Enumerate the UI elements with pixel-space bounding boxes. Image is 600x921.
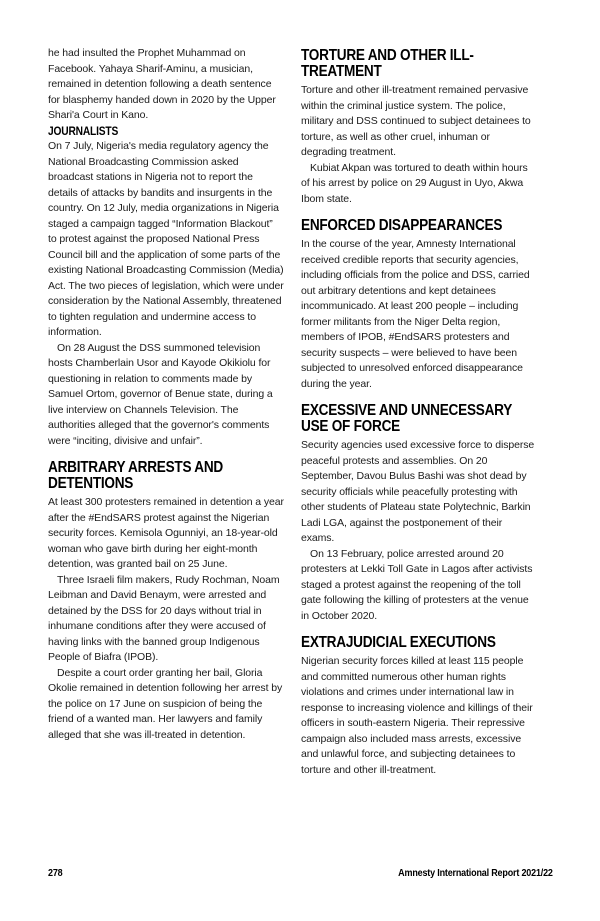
paragraph-torture-overview: Torture and other ill-treatment remained pervasive within the criminal justice system. The police, military and DSS continued to subject detainees to torture, as well as other cruel, inhuman or degrading treatment. [301,84,531,158]
paragraph-executions: Nigerian security forces killed at least 115 people and committed numerous other human rights violations and crimes under international law in response to increasing violence and killings of their officers in south-eastern Nigeria. Their repressive campaign also included mass arrests, excessive and unlawful force, and subjecting detainees to torture and other ill-treatment. [301,655,533,776]
paragraph-gloria-okolie: Despite a court order granting her bail, Gloria Okolie remained in detention following her arrest by the police on 17 June on suspicion of being the friend of a wanted man. Her lawyers and family alleged that she was ill-treated in detention. [48,666,283,741]
paragraph-endsars-detention: At least 300 protesters remained in detention a year after the #EndSARS protest against the Nigerian security forces. Kemisola Ogunniyi, an 18-year-old woman who gave birth during her eight-month detention, was granted bail on 25 June. [48,496,284,570]
paragraph-kubiat-akpan: Kubiat Akpan was tortured to death within hours of his arrest by police on 29 August in Uyo, Akwa Ibom state. [301,161,528,205]
paragraph-disappearances: In the course of the year, Amnesty International received credible reports that security agencies, including officials from the police and DSS, carried out arbitrary detentions and kept detainees incommunicado. At least 200 people – including former militants from the Niger Delta region, members of IPOB, #EndSARS protesters and security suspects – were believed to have been subjected to unresolved enforced disappearance during the year. [301,238,530,390]
paragraph-journalists-media: On 7 July, Nigeria's media regulatory agency the National Broadcasting Commission asked broadcast stations in Nigeria not to report the details of attacks by bandits and insurgents in the country. On 12 July, media organizations in Nigeria staged a campaign tagged “Information Blackout” to protest against the proposed National Press Council bill and the application of some parts of the existing National Broadcasting Commission (Media) Act. The two pieces of legislation, which were under consideration by the National Assembly, threatened to tighten regulation and undermine access to information. [48,140,284,338]
right-column [301,46,537,778]
heading-enforced-disappearances: ENFORCED DISAPPEARANCES [301,217,503,234]
heading-excessive-force: EXCESSIVE AND UNNECESSARY USE OF FORCE [301,402,512,435]
two-column-layout [48,46,537,778]
subheading-journalists: JOURNALISTS [48,123,119,138]
paragraph-dss-summons: On 28 August the DSS summoned television hosts Chamberlain Usor and Kayode Okikiolu for questioning in relation to comments made by Samuel Ortom, governor of Benue state, during a live interview on Channels Television. The authorities alleged that the governor's comments were “inciting, divisive and unfair”. [48,341,273,447]
paragraph-israeli-filmmakers: Three Israeli film makers, Rudy Rochman, Noam Leibman and David Benaym, were arrested and detained by the DSS for 20 days without trial in inhumane conditions after they were accused of having links with the banned group Indigenous People of Biafra (IPOB). [48,573,280,663]
paragraph-lekki-arrests: On 13 February, police arrested around 20 protesters at Lekki Toll Gate in Lagos after activists staged a protest against the reopening of the toll gate following the killing of protesters at the venue in October 2020. [301,547,533,622]
page-number: 278 [48,868,63,879]
heading-torture: TORTURE AND OTHER ILL-TREATMENT [301,47,474,80]
page-footer [48,868,553,879]
paragraph-excessive-force: Security agencies used excessive force to disperse peaceful protests and assemblies. On 20 September, Davou Bulus Bashi was shot dead by security officials while peacefully protesting with other students of Plateau state Polytechnic, Barkin Ladi LGA, against the postponement of their exams. [301,439,535,544]
left-column [48,46,284,778]
heading-extrajudicial-executions: EXTRAJUDICIAL EXECUTIONS [301,634,496,651]
paragraph-blasphemy-case: he had insulted the Prophet Muhammad on Facebook. Yahaya Sharif-Aminu, a musician, remained in detention following a death sentence for blasphemy handed down in 2020 by the Upper Shari'a Court in Kano. [48,47,276,121]
report-title: Amnesty International Report 2021/22 [398,868,553,879]
heading-arbitrary-arrests: ARBITRARY ARRESTS AND DETENTIONS [48,459,223,492]
